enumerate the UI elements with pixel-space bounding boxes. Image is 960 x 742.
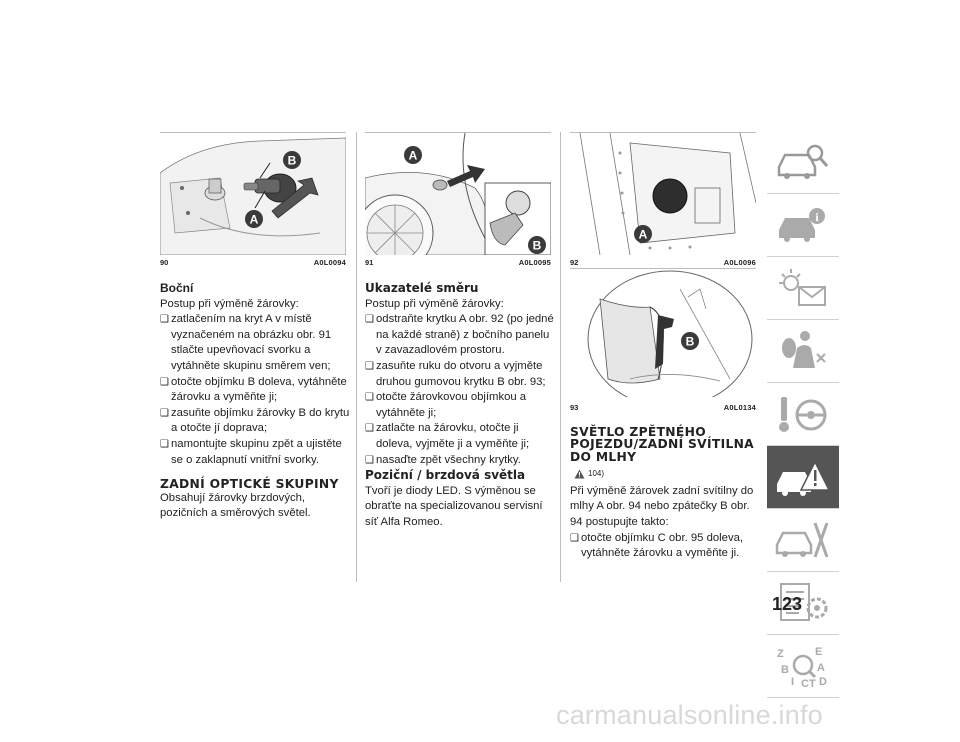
list-item: ❑ namontujte skupinu zpět a ujistěte se o zaklapnutí vnitřní svorky. — [160, 437, 350, 468]
list-item: ❑ otočte objímku C obr. 95 doleva, vytáhněte žárovku a vyměňte ji. — [570, 531, 760, 562]
section-text: Obsahují žárovky brzdových, pozičních a směrových světel. — [160, 491, 311, 520]
list-item: ❑ zatlačte na žárovku, otočte ji doleva, vyjměte ji a vyměňte ji; — [365, 421, 555, 452]
column-divider — [560, 132, 561, 582]
tab-getting-to-know-car[interactable] — [767, 131, 839, 194]
intro-text: Postup při výměně žárovky: — [365, 297, 504, 310]
figure-91-caption — [365, 258, 551, 268]
list-item: ❑ zasuňte ruku do otvoru a vyjměte druhou gumovou krytku B obr. 93; — [365, 359, 555, 390]
figure-label-b: B — [685, 334, 695, 349]
figure-code: A0L0095 — [518, 258, 551, 267]
figure-label-a: A — [638, 227, 648, 242]
tab-in-an-emergency[interactable] — [767, 446, 839, 509]
column-divider — [356, 132, 357, 582]
tab-dashboard-info[interactable] — [767, 194, 839, 257]
body-text: Při výměně žárovek zadní svítilny do mlhy A obr. 94 nebo zpátečky B obr. 94 postupujte takto: — [570, 484, 754, 528]
car-tools-icon — [775, 517, 831, 563]
list-item: ❑ otočte žárovkovou objímkou a vytáhněte ji; — [365, 390, 555, 421]
column-1-text — [160, 281, 350, 522]
figure-92-caption — [570, 258, 756, 268]
tab-warning-lights[interactable] — [767, 257, 839, 320]
car-search-icon — [775, 139, 831, 185]
list-item: ❑ odstraňte krytku A obr. 92 (po jedné na každé straně) z bočního panelu v zavazadlovém prostoru. — [365, 312, 555, 359]
tab-safety[interactable] — [767, 320, 839, 383]
figure-number: 92 — [570, 258, 579, 267]
warning-triangle-icon — [574, 469, 585, 479]
intro-text: Postup při výměně žárovky: — [160, 297, 299, 310]
figure-label-b: B — [532, 238, 542, 253]
figure-93-caption — [570, 403, 756, 413]
figure-number: 93 — [570, 403, 579, 412]
figure-92 — [570, 133, 756, 255]
warning-reference-number: 104) — [588, 469, 605, 479]
svg-text:I: I — [791, 676, 795, 688]
heading-turn-indicators: Ukazatelé směru — [365, 281, 479, 295]
list-item: ❑ zasuňte objímku žárovky B do krytu a otočte jí doprava; — [160, 406, 350, 437]
heading-position-brake-lights: Poziční / brzdová světla — [365, 468, 526, 483]
tab-index[interactable] — [767, 635, 839, 698]
figure-code: A0L0096 — [723, 258, 756, 267]
svg-text:D: D — [819, 676, 827, 688]
watermark: carmanualsonline.info — [556, 700, 823, 730]
figure-label-b: B — [287, 153, 297, 168]
subheading-bocni: Boční — [160, 281, 194, 295]
figure-code: A0L0134 — [723, 403, 756, 412]
figure-number: 91 — [365, 258, 374, 267]
alphabetical-index-icon — [775, 643, 831, 689]
warning-lights-icon — [775, 265, 831, 311]
svg-text:A: A — [817, 662, 825, 674]
figure-label-a: A — [249, 212, 259, 227]
body-text: Tvoří je diody LED. S výměnou se obraťte na specializovanou servisní síť Alfa Romeo. — [365, 484, 543, 528]
svg-text:i: i — [815, 210, 819, 224]
airbag-person-icon — [775, 328, 831, 374]
figure-label-a: A — [408, 148, 418, 163]
breakdown-warning-icon — [775, 454, 831, 500]
steering-wheel-icon — [775, 391, 831, 437]
svg-text:B: B — [781, 664, 789, 676]
figure-91 — [365, 133, 551, 255]
figure-90 — [160, 133, 346, 255]
svg-text:C: C — [801, 678, 809, 689]
list-item: ❑ zatlačením na kryt A v místě vyznačeném na obrázku obr. 91 stlačte upevňovací svorku a vytáhněte skupinu směrem ven; — [160, 312, 350, 374]
figure-93 — [570, 269, 756, 397]
list-item: ❑ otočte objímku B doleva, vytáhněte žárovku a vyměňte ji; — [160, 375, 350, 406]
list-item: ❑ nasaďte zpět všechny krytky. — [365, 453, 555, 469]
svg-text:Z: Z — [777, 648, 784, 660]
svg-text:E: E — [815, 646, 823, 658]
figure-code: A0L0094 — [313, 258, 346, 267]
tab-servicing-care[interactable] — [767, 509, 839, 572]
figure-number: 90 — [160, 258, 169, 267]
page-number: 123 — [772, 594, 803, 614]
tab-starting-driving[interactable] — [767, 383, 839, 446]
section-title-reverse-fog-light: SVĚTLO ZPĚTNÉHO POJEZDU/ZADNÍ SVÍTILNA DO MLHY — [570, 425, 754, 464]
figure-90-caption — [160, 258, 346, 268]
column-3-text — [570, 426, 760, 562]
column-2-text — [365, 281, 555, 531]
section-title-rear-optical-groups: ZADNÍ OPTICKÉ SKUPINY — [160, 477, 339, 492]
warning-reference — [574, 466, 760, 482]
svg-text:T: T — [809, 678, 816, 689]
car-info-icon — [775, 202, 831, 248]
